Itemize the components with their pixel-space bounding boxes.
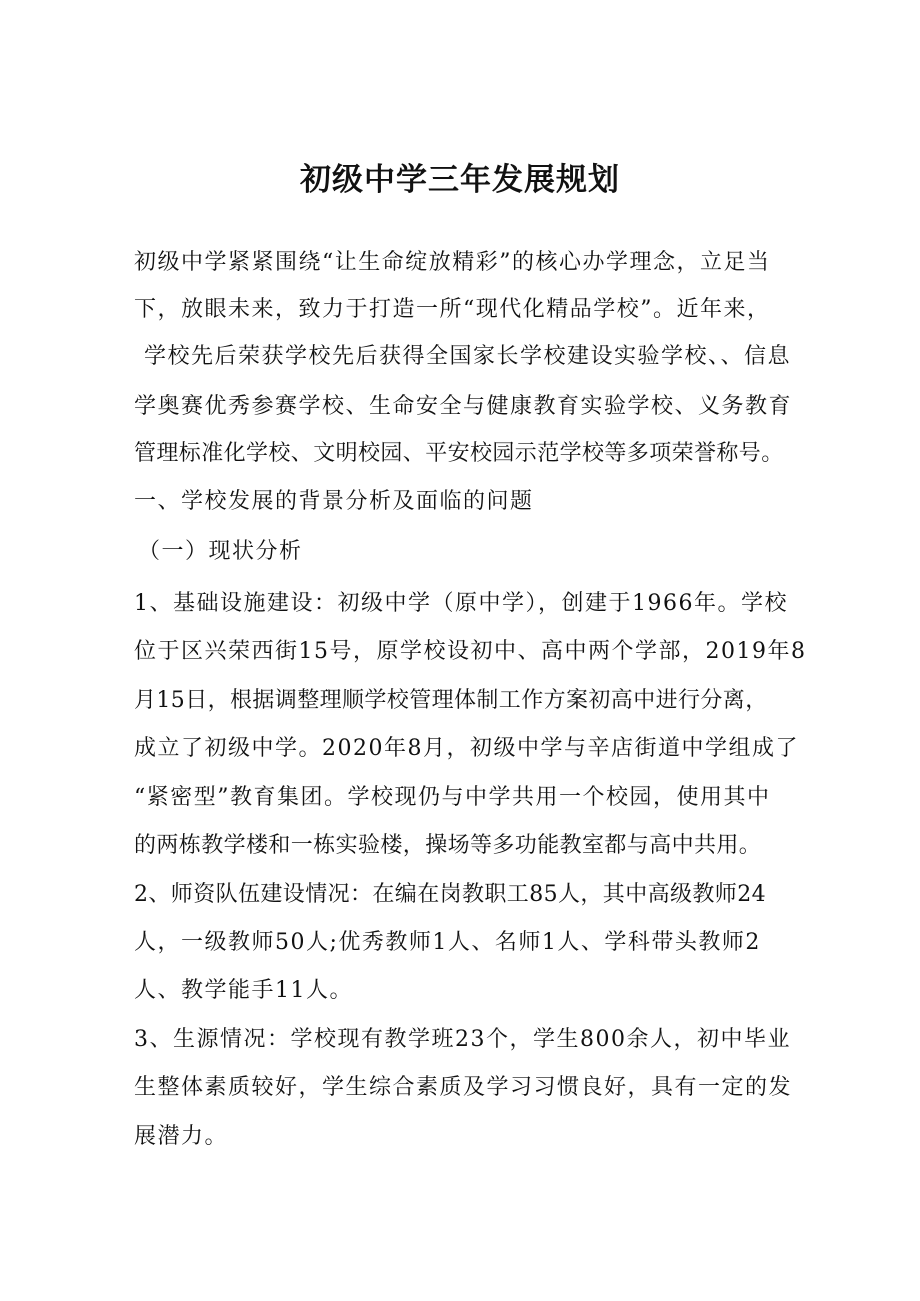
paragraph-line: 下，放眼未来，致力于打造一所“现代化精品学校”。近年来， <box>134 297 771 322</box>
paragraph-line: 生整体素质较好，学生综合素质及学习习惯良好，具有一定的发 <box>134 1075 793 1100</box>
paragraph-line: 月15日，根据调整理顺学校管理体制工作方案初高中进行分离， <box>134 688 768 713</box>
paragraph-line: 展潜力。 <box>134 1124 229 1149</box>
paragraph-line: 成立了初级中学。2020年8月，初级中学与辛店街道中学组成了 <box>134 736 799 761</box>
paragraph-line: 的两栋教学楼和一栋实验楼，操场等多功能教室都与高中共用。 <box>134 833 762 858</box>
section-heading: 一、学校发展的背景分析及面临的问题 <box>134 489 534 514</box>
paragraph-line: “紧密型”教育集团。学校现仍与中学共用一个校园，使用其中 <box>134 785 771 810</box>
paragraph-line: 管理标准化学校、文明校园、平安校园示范学校等多项荣誉称号。 <box>134 441 784 466</box>
paragraph-line: 1、基础设施建设：初级中学（原中学），创建于1966年。学校 <box>134 591 788 616</box>
paragraph-line: 人，一级教师50人;优秀教师1人、名师1人、学科带头教师2 <box>134 930 761 955</box>
subsection-heading: （一）现状分析 <box>138 539 303 564</box>
document-title: 初级中学三年发展规划 <box>300 162 620 198</box>
paragraph-line: 3、生源情况：学校现有教学班23个，学生800余人，初中毕业 <box>134 1027 791 1052</box>
paragraph-line: 学奥赛优秀参赛学校、生命安全与健康教育实验学校、义务教育 <box>134 394 793 419</box>
paragraph-line: 初级中学紧紧围绕“让生命绽放精彩”的核心办学理念，立足当 <box>134 250 771 275</box>
paragraph-line: 人、教学能手11人。 <box>134 978 353 1003</box>
paragraph-line: 学校先后荣获学校先后获得全国家长学校建设实验学校、、信息 <box>144 344 792 369</box>
paragraph-line: 2、师资队伍建设情况：在编在岗教职工85人，其中高级教师24 <box>134 882 766 907</box>
paragraph-line: 位于区兴荣西街15号，原学校设初中、高中两个学部，2019年8 <box>134 639 807 664</box>
